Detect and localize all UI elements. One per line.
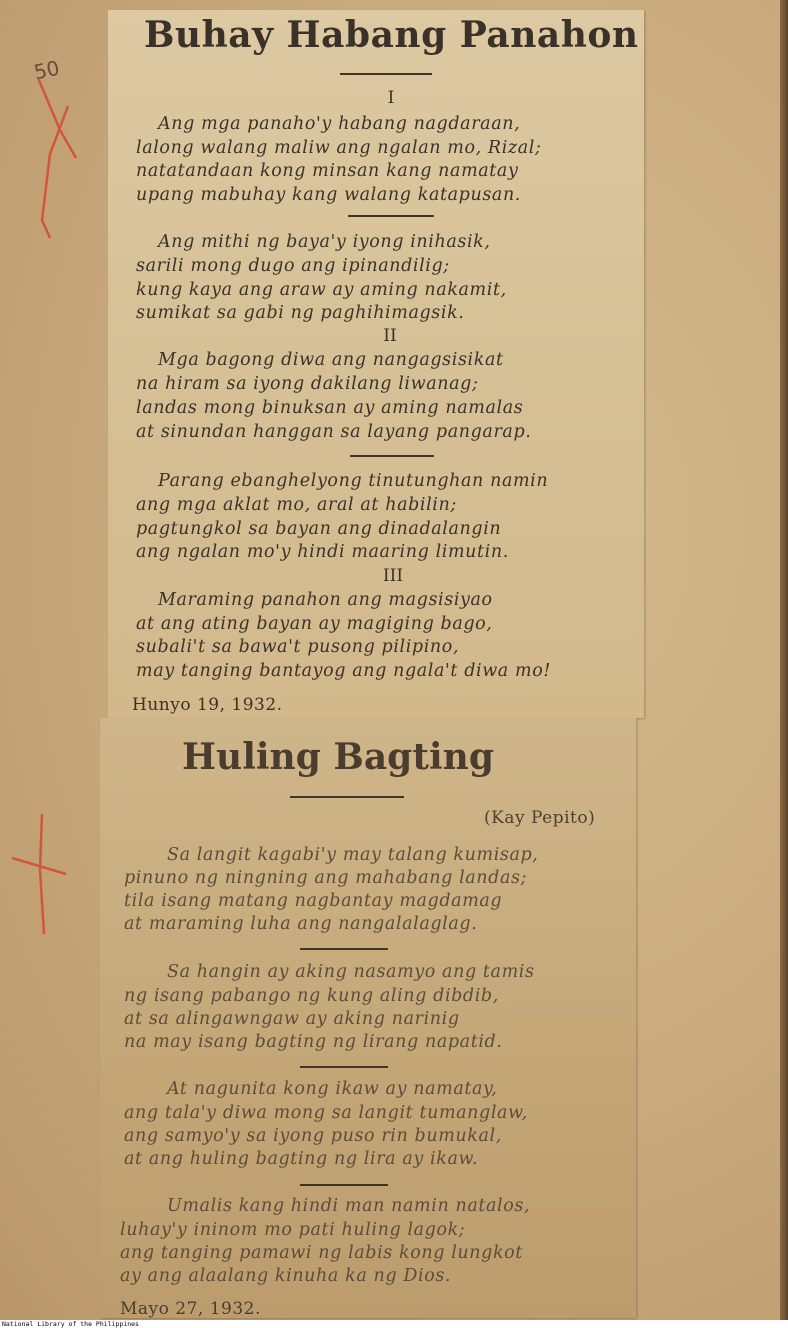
poem-line: may tanging bantayog ang ngala't diwa mo! xyxy=(136,661,551,681)
poem-line: ang mga aklat mo, aral at habilin; xyxy=(136,495,457,515)
poem-line: ang ngalan mo'y hindi maaring limutin. xyxy=(136,542,509,562)
section-number-2: II xyxy=(383,326,397,346)
poem-line: at sinundan hanggan sa layang pangarap. xyxy=(136,422,532,442)
poem-line: na hiram sa iyong dakilang liwanag; xyxy=(136,374,479,394)
poem-line: ang tanging pamawi ng labis kong lungkot xyxy=(120,1243,523,1263)
stanza-divider xyxy=(348,215,434,217)
pencil-page-number: 50 xyxy=(31,55,62,85)
title-rule xyxy=(340,73,432,75)
poem-line: kung kaya ang araw ay aming nakamit, xyxy=(136,280,507,300)
poem2-date: Mayo 27, 1932. xyxy=(120,1299,261,1319)
poem-line: Parang ebanghelyong tinutunghan namin xyxy=(158,471,549,491)
poem-line: subali't sa bawa't pusong pilipino, xyxy=(136,637,460,657)
poem-line: at sa alingawngaw ay aking narinig xyxy=(124,1009,460,1029)
poem-line: pagtungkol sa bayan ang dinadalangin xyxy=(136,519,502,539)
poem-line: natatandaan kong minsan kang namatay xyxy=(136,161,519,181)
poem-line: luhay'y ininom mo pati huling lagok; xyxy=(120,1220,466,1240)
poem-line: Ang mithi ng baya'y iyong inihasik, xyxy=(158,232,491,252)
stanza-divider xyxy=(300,1184,388,1186)
poem-line: at ang ating bayan ay magiging bago, xyxy=(136,614,493,634)
poem-line: lalong walang maliw ang ngalan mo, Rizal; xyxy=(136,138,542,158)
poem-line: tila isang matang nagbantay magdamag xyxy=(124,891,503,911)
poem-line: upang mabuhay kang walang katapusan. xyxy=(136,185,521,205)
poem-line: pinuno ng ningning ang mahabang landas; xyxy=(124,868,528,888)
poem-line: Maraming panahon ang magsisiyao xyxy=(158,590,493,610)
poem-line: ang samyo'y sa iyong puso rin bumukal, xyxy=(124,1126,502,1146)
poem-line: Sa langit kagabi'y may talang kumisap, xyxy=(167,845,539,865)
poem-line: at maraming luha ang nangalalaglag. xyxy=(124,914,478,934)
poem-line: ang tala'y diwa mong sa langit tumanglaw, xyxy=(124,1103,528,1123)
poem-line: At nagunita kong ikaw ay namatay, xyxy=(167,1079,498,1099)
poem2-dedication: (Kay Pepito) xyxy=(484,808,596,828)
section-number-3: III xyxy=(382,566,404,586)
poem-line: sumikat sa gabi ng paghihimagsik. xyxy=(136,303,465,323)
stanza-divider xyxy=(300,1066,388,1068)
poem-line: ng isang pabango ng kung aling dibdib, xyxy=(124,986,499,1006)
poem1-date: Hunyo 19, 1932. xyxy=(132,695,283,715)
section-number-1: I xyxy=(387,88,395,108)
poem2-title: Huling Bagting xyxy=(182,736,494,778)
red-cross-mark-top xyxy=(20,70,80,240)
poem-line: at ang huling bagting ng lira ay ikaw. xyxy=(124,1149,479,1169)
page-spine-edge xyxy=(780,0,788,1320)
poem-line: na may isang bagting ng lirang napatid. xyxy=(124,1032,503,1052)
stanza-divider xyxy=(350,455,434,457)
stanza-divider xyxy=(300,948,388,950)
poem1-title: Buhay Habang Panahon xyxy=(144,14,639,56)
poem-line: ay ang alaalang kinuha ka ng Dios. xyxy=(120,1266,452,1286)
red-cross-mark-bottom xyxy=(8,810,68,940)
poem-line: Ang mga panaho'y habang nagdaraan, xyxy=(158,114,521,134)
poem-line: Umalis kang hindi man namin natalos, xyxy=(167,1196,531,1216)
poem-line: Sa hangin ay aking nasamyo ang tamis xyxy=(167,962,535,982)
poem-line: Mga bagong diwa ang nangagsisikat xyxy=(158,350,504,370)
poem-line: sarili mong dugo ang ipinandilig; xyxy=(136,256,450,276)
footer-attribution: National Library of the Philippines xyxy=(2,1320,788,1328)
title-rule xyxy=(290,796,404,798)
poem-line: landas mong binuksan ay aming namalas xyxy=(136,398,524,418)
